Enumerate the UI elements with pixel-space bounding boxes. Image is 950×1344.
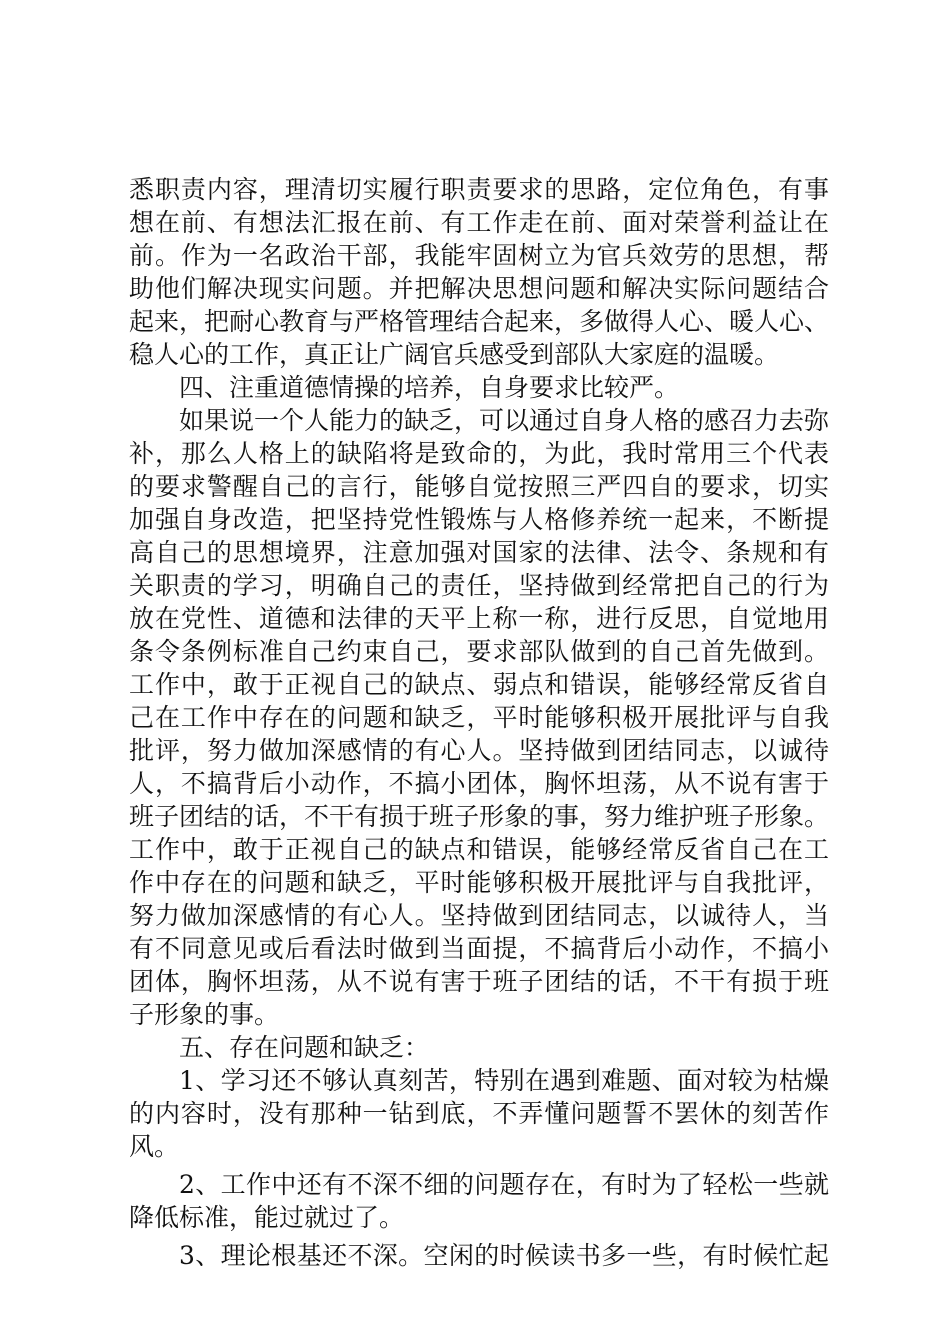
text-line: 作中存在的问题和缺乏，平时能够积极开展批评与自我批评，: [129, 868, 829, 897]
list-item: 3、理论根基还不深。空闲的时候读书多一些，有时候忙起: [179, 1241, 829, 1270]
text-line: 想在前、有想法汇报在前、有工作走在前、面对荣誉利益让在: [129, 208, 829, 237]
section-heading: 五、存在问题和缺乏：: [179, 1033, 430, 1062]
text-line: 的内容时，没有那种一钻到底，不弄懂问题誓不罢休的刻苦作: [129, 1099, 829, 1128]
text-line: 子形象的事。: [129, 1000, 280, 1029]
text-line: 如果说一个人能力的缺乏，可以通过自身人格的感召力去弥: [179, 406, 830, 435]
text-line: 工作中，敢于正视自己的缺点和错误，能够经常反省自己在工: [129, 835, 829, 864]
text-line: 团体，胸怀坦荡，从不说有害于班子团结的话，不干有损于班: [129, 967, 829, 996]
text-line: 班子团结的话，不干有损于班子形象的事，努力维护班子形象。: [129, 802, 830, 831]
text-line: 关职责的学习，明确自己的责任，坚持做到经常把自己的行为: [129, 571, 829, 600]
text-line: 人，不搞背后小动作，不搞小团体，胸怀坦荡，从不说有害于: [129, 769, 829, 798]
text-line: 前。作为一名政治干部，我能牢固树立为官兵效劳的思想，帮: [129, 241, 829, 270]
list-item: 2、工作中还有不深不细的问题存在，有时为了轻松一些就: [179, 1170, 829, 1199]
text-line: 补，那么人格上的缺陷将是致命的，为此，我时常用三个代表: [129, 439, 829, 468]
text-line: 有不同意见或后看法时做到当面提，不搞背后小动作，不搞小: [129, 934, 829, 963]
text-line: 起来，把耐心教育与严格管理结合起来，多做得人心、暖人心、: [129, 307, 830, 336]
section-heading: 四、注重道德情操的培养，自身要求比较严。: [179, 373, 680, 402]
text-line: 的要求警醒自己的言行，能够自觉按照三严四自的要求，切实: [129, 472, 829, 501]
text-line: 努力做加深感情的有心人。坚持做到团结同志，以诚待人，当: [129, 901, 829, 930]
text-line: 条令条例标准自己约束自己，要求部队做到的自己首先做到。: [129, 637, 829, 666]
document-body: [129, 173, 829, 1272]
text-line: 风。: [129, 1132, 180, 1161]
text-line: 降低标准，能过就过了。: [129, 1203, 405, 1232]
text-line: 放在党性、道德和法律的天平上称一称，进行反思，自觉地用: [129, 604, 829, 633]
text-line: 批评，努力做加深感情的有心人。坚持做到团结同志，以诚待: [129, 736, 829, 765]
text-line: 加强自身改造，把坚持党性锻炼与人格修养统一起来，不断提: [129, 505, 829, 534]
text-line: 高自己的思想境界，注意加强对国家的法律、法令、条规和有: [129, 538, 829, 567]
text-line: 助他们解决现实问题。并把解决思想问题和解决实际问题结合: [129, 274, 829, 303]
text-line: 悉职责内容，理清切实履行职责要求的思路，定位角色，有事: [129, 175, 829, 204]
text-line: 己在工作中存在的问题和缺乏，平时能够积极开展批评与自我: [129, 703, 829, 732]
list-item: 1、学习还不够认真刻苦，特别在遇到难题、面对较为枯燥: [179, 1066, 829, 1095]
text-line: 工作中，敢于正视自己的缺点、弱点和错误，能够经常反省自: [129, 670, 829, 699]
text-line: 稳人心的工作，真正让广阔官兵感受到部队大家庭的温暖。: [129, 340, 780, 369]
